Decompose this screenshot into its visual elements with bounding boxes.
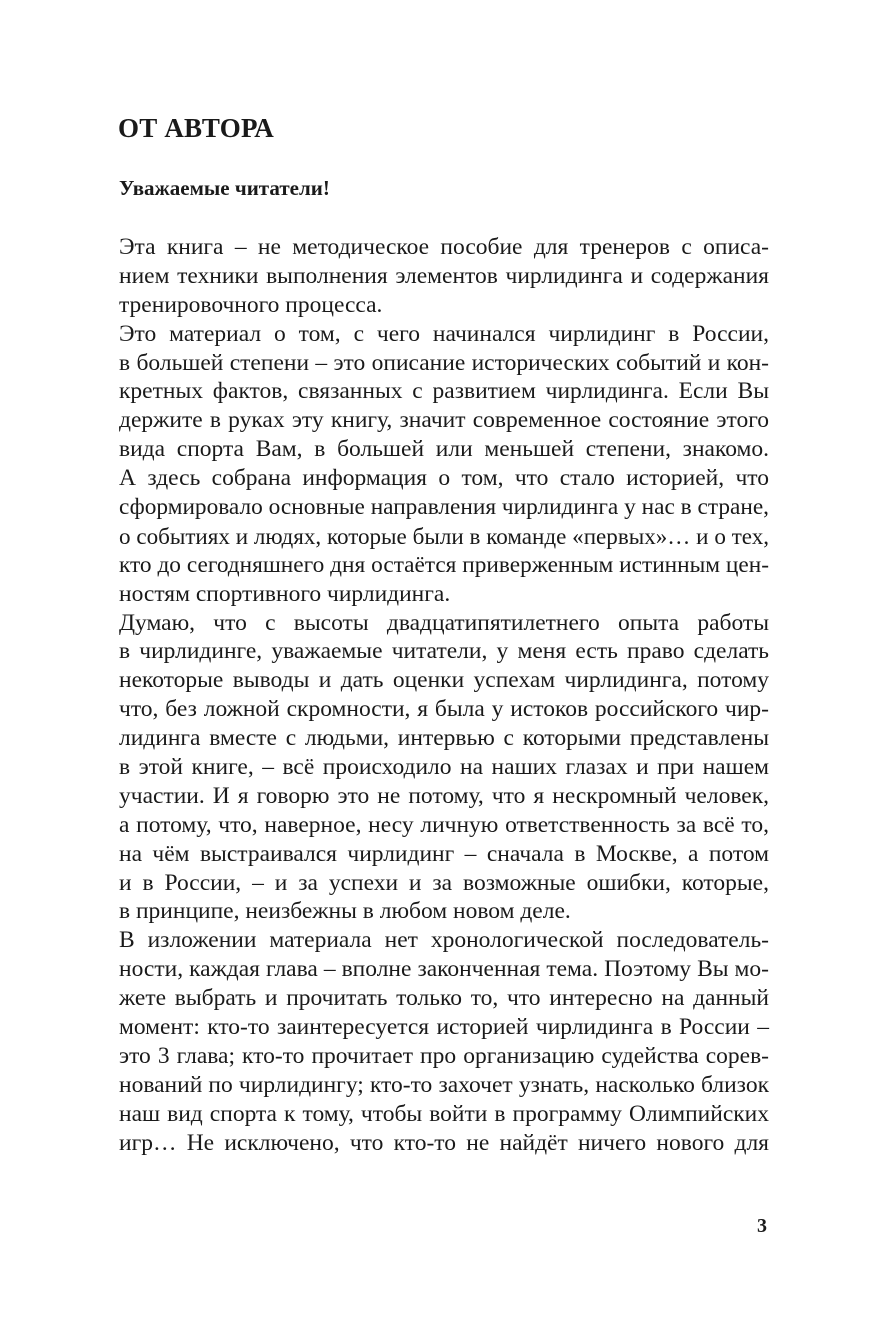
text-line: нований по чирлидингу; кто-то захочет узнать, насколько близок <box>119 1071 769 1098</box>
text-line: Думаю, что с высоты двадцатипятилетнего опыта работы <box>119 609 769 636</box>
text-line: жете выбрать и прочитать только то, что интересно на данный <box>119 985 769 1012</box>
text-line: кто до сегодняшнего дня остаётся приверженным истинным цен- <box>119 551 769 578</box>
text-line: кретных фактов, связанных с развитием чирлидинга. Если Вы <box>119 378 769 405</box>
text-line: держите в руках эту книгу, значит современное состояние этого <box>119 407 769 434</box>
text-line: и в России, – и за успехи и за возможные ошибки, которые, <box>119 869 769 896</box>
text-line: лидинга вместе с людьми, интервью с которыми представлены <box>119 725 769 752</box>
text-line: в этой книге, – всё происходило на наших глазах и при нашем <box>119 754 769 781</box>
chapter-heading: ОТ АВТОРА <box>118 113 274 143</box>
text-line: в чирлидинге, уважаемые читатели, у меня есть право сделать <box>119 638 769 665</box>
text-line: это 3 глава; кто-то прочитает про организацию судейства сорев- <box>119 1042 769 1069</box>
text-line: В изложении материала нет хронологической последователь- <box>119 927 769 954</box>
text-line: тренировочного процесса. <box>119 291 383 318</box>
text-line: А здесь собрана информация о том, что стало историей, что <box>119 465 769 492</box>
page-number: 3 <box>757 1215 767 1237</box>
text-line: вида спорта Вам, в большей или меньшей степени, знакомо. <box>119 436 769 463</box>
body-text <box>119 233 769 1158</box>
text-line: участии. И я говорю это не потому, что я нескромный человек, <box>119 782 769 809</box>
text-line: в большей степени – это описание исторических событий и кон- <box>119 349 769 376</box>
text-line: ности, каждая глава – вполне законченная тема. Поэтому Вы мо- <box>119 956 769 983</box>
text-line: сформировало основные направления чирлидинга у нас в стране, <box>119 494 769 521</box>
text-line: ностям спортивного чирлидинга. <box>119 580 451 607</box>
text-line: на чём выстраивался чирлидинг – сначала в Москве, а потом <box>119 840 769 867</box>
text-line: о событиях и людях, которые были в команде «первых»… и о тех, <box>119 522 769 549</box>
text-line: Эта книга – не методическое пособие для тренеров с описа- <box>119 234 769 260</box>
text-line: момент: кто-то заинтересуется историей чирлидинга в России – <box>119 1014 769 1041</box>
text-line: некоторые выводы и дать оценки успехам чирлидинга, потому <box>119 667 769 694</box>
text-line: нием техники выполнения элементов чирлидинга и содержания <box>119 262 769 289</box>
text-line: игр… Не исключено, что кто-то не найдёт ничего нового для <box>119 1129 769 1156</box>
text-line: наш вид спорта к тому, чтобы войти в программу Олимпийских <box>119 1100 769 1127</box>
text-line: что, без ложной скромности, я была у истоков российского чир- <box>119 696 769 723</box>
salutation: Уважаемые читатели! <box>119 176 330 200</box>
text-line: в принципе, неизбежны в любом новом деле. <box>119 898 571 925</box>
text-line: а потому, что, наверное, несу личную ответственность за всё то, <box>119 811 769 838</box>
text-line: Это материал о том, с чего начинался чирлидинг в России, <box>119 320 769 347</box>
